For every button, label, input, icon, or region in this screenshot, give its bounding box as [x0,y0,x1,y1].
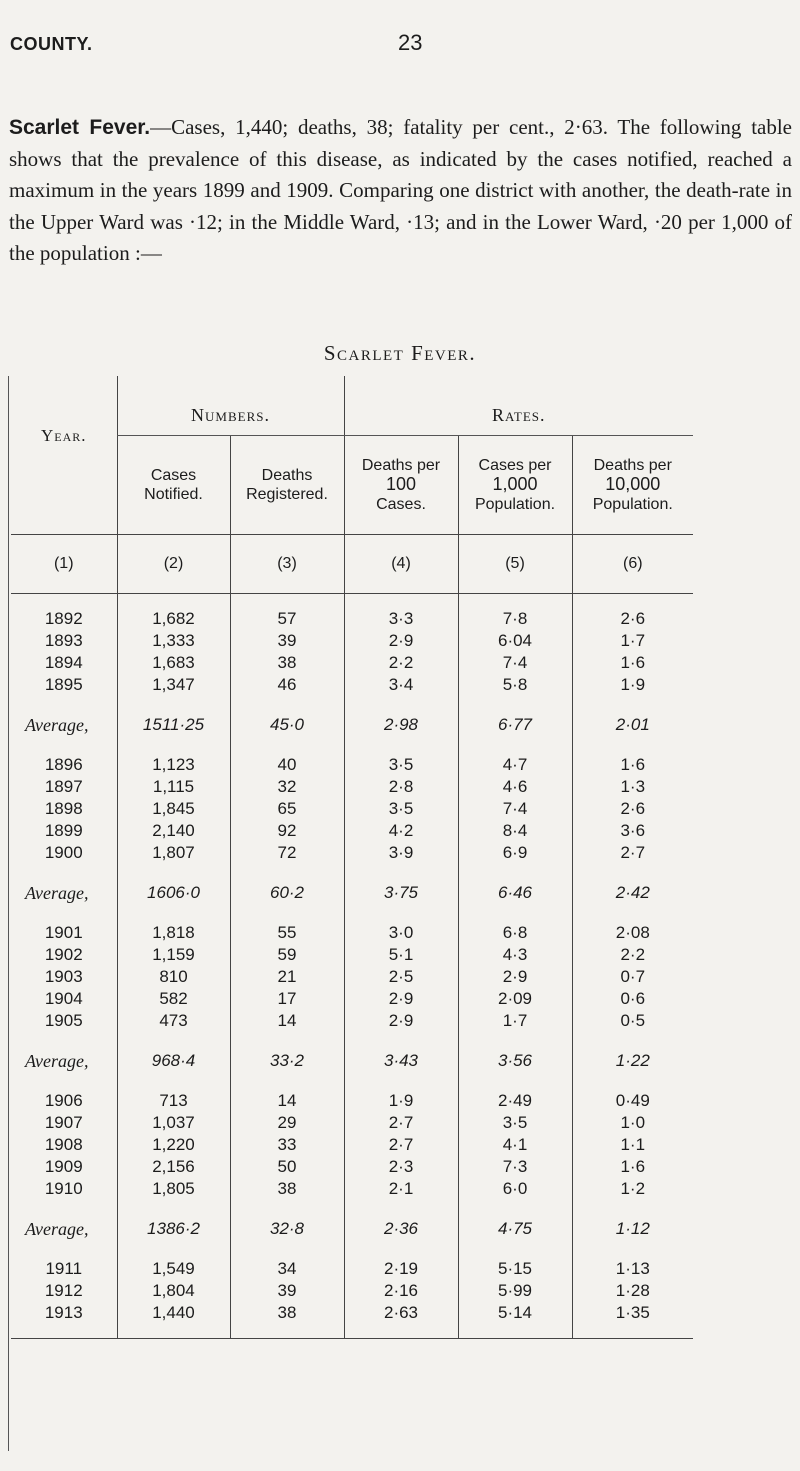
value-cell: 65 [230,798,344,820]
value-cell: 3·5 [458,1112,572,1134]
average-row [11,864,693,922]
value-cell: 38 [230,1302,344,1339]
average-row [11,1200,693,1258]
value-cell: 2·49 [458,1090,572,1112]
value-cell: 0·5 [572,1010,693,1032]
average-label: Average, [25,882,89,903]
table-row [11,798,693,820]
rates-group-header: Rates. [344,376,693,436]
value-cell: 6·77 [458,696,572,754]
year-cell: 1893 [44,631,83,650]
value-cell: 5·15 [458,1258,572,1280]
table-row [11,1302,693,1339]
value-cell: 2·09 [458,988,572,1010]
value-cell: 1606·0 [117,864,230,922]
value-cell: 8·4 [458,820,572,842]
table-row [11,594,693,631]
year-cell: 1906 [44,1091,83,1110]
year-cell: 1899 [44,821,83,840]
value-cell: 1·28 [572,1280,693,1302]
value-cell: 3·3 [344,594,458,631]
value-cell: 55 [230,922,344,944]
table-row [11,1156,693,1178]
value-cell: 39 [230,630,344,652]
value-cell: 1,440 [117,1302,230,1339]
value-cell: 0·49 [572,1090,693,1112]
value-cell: 0·6 [572,988,693,1010]
value-cell: 1·9 [572,674,693,696]
value-cell: 57 [230,594,344,631]
table-row [11,1258,693,1280]
column-header-cases-per-1000-population: Cases per 1,000 Population. [458,436,572,535]
year-cell: 1903 [44,967,83,986]
column-number: (5) [458,535,572,594]
table-row [11,820,693,842]
running-head-title: COUNTY. [10,34,93,54]
value-cell: 1·6 [572,652,693,674]
value-cell: 1,159 [117,944,230,966]
year-cell: 1905 [44,1011,83,1030]
value-cell: 50 [230,1156,344,1178]
value-cell: 1·7 [572,630,693,652]
value-cell: 5·99 [458,1280,572,1302]
value-cell: 2·9 [458,966,572,988]
average-label: Average, [25,1050,89,1071]
table-row [11,754,693,776]
column-header-deaths-registered: Deaths Registered. [230,436,344,535]
value-cell: 38 [230,652,344,674]
intro-lead: Scarlet Fever. [9,116,151,139]
year-cell: 1908 [44,1135,83,1154]
year-cell: 1896 [44,755,83,774]
value-cell: 2·7 [344,1112,458,1134]
value-cell: 1,807 [117,842,230,864]
value-cell: 1·6 [572,1156,693,1178]
year-cell: 1901 [44,923,83,942]
value-cell: 38 [230,1178,344,1200]
value-cell: 14 [230,1090,344,1112]
average-label: Average, [25,714,89,735]
value-cell: 4·6 [458,776,572,798]
column-number: (2) [117,535,230,594]
value-cell: 1,682 [117,594,230,631]
column-header-deaths-per-10000-population: Deaths per 10,000 Population. [572,436,693,535]
year-cell: 1907 [44,1113,83,1132]
intro-paragraph [9,112,792,270]
value-cell: 32·8 [230,1200,344,1258]
year-cell: 1894 [44,653,83,672]
value-cell: 2·3 [344,1156,458,1178]
table-row [11,842,693,864]
value-cell: 2·08 [572,922,693,944]
running-head [10,30,790,60]
value-cell: 1,037 [117,1112,230,1134]
value-cell: 2·9 [344,988,458,1010]
value-cell: 1·7 [458,1010,572,1032]
numbers-group-header: Numbers. [117,376,344,436]
column-header-deaths-per-100-cases: Deaths per 100 Cases. [344,436,458,535]
value-cell: 1,683 [117,652,230,674]
table-row [11,944,693,966]
value-cell: 1·6 [572,754,693,776]
table-title: Scarlet Fever. [323,341,477,365]
value-cell: 3·4 [344,674,458,696]
value-cell: 3·43 [344,1032,458,1090]
year-cell: 1910 [44,1179,83,1198]
value-cell: 14 [230,1010,344,1032]
value-cell: 2·8 [344,776,458,798]
value-cell: 2·42 [572,864,693,922]
value-cell: 3·75 [344,864,458,922]
year-cell: 1898 [44,799,83,818]
value-cell: 2·2 [572,944,693,966]
value-cell: 92 [230,820,344,842]
value-cell: 1,220 [117,1134,230,1156]
value-cell: 3·6 [572,820,693,842]
value-cell: 1,818 [117,922,230,944]
table-row [11,652,693,674]
value-cell: 7·3 [458,1156,572,1178]
value-cell: 33·2 [230,1032,344,1090]
value-cell: 59 [230,944,344,966]
value-cell: 3·5 [344,754,458,776]
value-cell: 2·16 [344,1280,458,1302]
value-cell: 2·9 [344,1010,458,1032]
table-row [11,1280,693,1302]
average-label: Average, [25,1218,89,1239]
value-cell: 6·46 [458,864,572,922]
value-cell: 45·0 [230,696,344,754]
value-cell: 968·4 [117,1032,230,1090]
table-row [11,1010,693,1032]
value-cell: 3·9 [344,842,458,864]
table-row [11,630,693,652]
value-cell: 6·04 [458,630,572,652]
value-cell: 33 [230,1134,344,1156]
column-header-cases-notified: Cases Notified. [117,436,230,535]
value-cell: 1·35 [572,1302,693,1339]
column-number: (4) [344,535,458,594]
table-row [11,674,693,696]
page-number: 23 [398,30,423,55]
value-cell: 2,140 [117,820,230,842]
value-cell: 1,115 [117,776,230,798]
table-row [11,966,693,988]
table-row [11,1134,693,1156]
year-cell: 1892 [44,609,83,628]
value-cell: 1·12 [572,1200,693,1258]
table-row [11,1112,693,1134]
value-cell: 6·8 [458,922,572,944]
intro-text: —Cases, 1,440; deaths, 38; fatality per cent., 2·63. The following table shows that the prevalence of this disease, as indicated by the cases notified, reached a maximum in the years 1899 and 1909. Comparing one district with another, the death-rate in the Upper Ward was ·12; in the Middle Ward, ·13; and in the Lower Ward, ·20 per 1,000 of the population :— [9,115,793,265]
year-cell: 1895 [44,675,83,694]
value-cell: 1,333 [117,630,230,652]
column-number: (1) [11,535,117,594]
value-cell: 2·6 [572,798,693,820]
value-cell: 2·98 [344,696,458,754]
value-cell: 3·5 [344,798,458,820]
value-cell: 5·14 [458,1302,572,1339]
year-cell: 1902 [44,945,83,964]
table-body [11,594,693,1339]
value-cell: 2·5 [344,966,458,988]
year-cell: 1900 [44,843,83,862]
value-cell: 1·22 [572,1032,693,1090]
value-cell: 473 [117,1010,230,1032]
value-cell: 2·19 [344,1258,458,1280]
column-number: (3) [230,535,344,594]
value-cell: 1·13 [572,1258,693,1280]
table-row [11,922,693,944]
value-cell: 6·0 [458,1178,572,1200]
value-cell: 4·7 [458,754,572,776]
table-row [11,776,693,798]
value-cell: 3·0 [344,922,458,944]
year-cell: 1913 [11,1302,117,1339]
year-cell: 1897 [44,777,83,796]
average-row [11,696,693,754]
value-cell: 2·7 [572,842,693,864]
value-cell: 4·75 [458,1200,572,1258]
value-cell: 2,156 [117,1156,230,1178]
value-cell: 2·1 [344,1178,458,1200]
value-cell: 1,347 [117,674,230,696]
value-cell: 1,804 [117,1280,230,1302]
value-cell: 1·0 [572,1112,693,1134]
value-cell: 2·63 [344,1302,458,1339]
table-row [11,1178,693,1200]
scarlet-fever-table [11,376,693,1339]
value-cell: 1511·25 [117,696,230,754]
year-cell: 1911 [45,1259,83,1278]
value-cell: 46 [230,674,344,696]
value-cell: 1·9 [344,1090,458,1112]
year-cell: 1912 [44,1281,83,1300]
value-cell: 1·2 [572,1178,693,1200]
value-cell: 29 [230,1112,344,1134]
value-cell: 810 [117,966,230,988]
value-cell: 2·2 [344,652,458,674]
year-cell: 1904 [44,989,83,1008]
value-cell: 39 [230,1280,344,1302]
value-cell: 1,845 [117,798,230,820]
column-number-row [11,535,693,594]
table-row [11,1090,693,1112]
year-column-header: Year. [40,425,87,445]
value-cell: 2·9 [344,630,458,652]
value-cell: 3·56 [458,1032,572,1090]
value-cell: 32 [230,776,344,798]
value-cell: 34 [230,1258,344,1280]
value-cell: 0·7 [572,966,693,988]
year-cell: 1909 [44,1157,83,1176]
value-cell: 17 [230,988,344,1010]
value-cell: 21 [230,966,344,988]
value-cell: 4·1 [458,1134,572,1156]
value-cell: 7·4 [458,652,572,674]
value-cell: 7·8 [458,594,572,631]
value-cell: 1386·2 [117,1200,230,1258]
table-row [11,988,693,1010]
value-cell: 6·9 [458,842,572,864]
value-cell: 7·4 [458,798,572,820]
value-cell: 4·3 [458,944,572,966]
average-row [11,1032,693,1090]
column-number: (6) [572,535,693,594]
value-cell: 1·1 [572,1134,693,1156]
value-cell: 72 [230,842,344,864]
value-cell: 713 [117,1090,230,1112]
value-cell: 1·3 [572,776,693,798]
value-cell: 60·2 [230,864,344,922]
value-cell: 5·8 [458,674,572,696]
value-cell: 1,123 [117,754,230,776]
value-cell: 582 [117,988,230,1010]
value-cell: 1,549 [117,1258,230,1280]
value-cell: 4·2 [344,820,458,842]
page-edge-line [8,376,9,1451]
value-cell: 2·6 [572,594,693,631]
value-cell: 40 [230,754,344,776]
value-cell: 2·7 [344,1134,458,1156]
value-cell: 1,805 [117,1178,230,1200]
value-cell: 2·01 [572,696,693,754]
value-cell: 2·36 [344,1200,458,1258]
value-cell: 5·1 [344,944,458,966]
